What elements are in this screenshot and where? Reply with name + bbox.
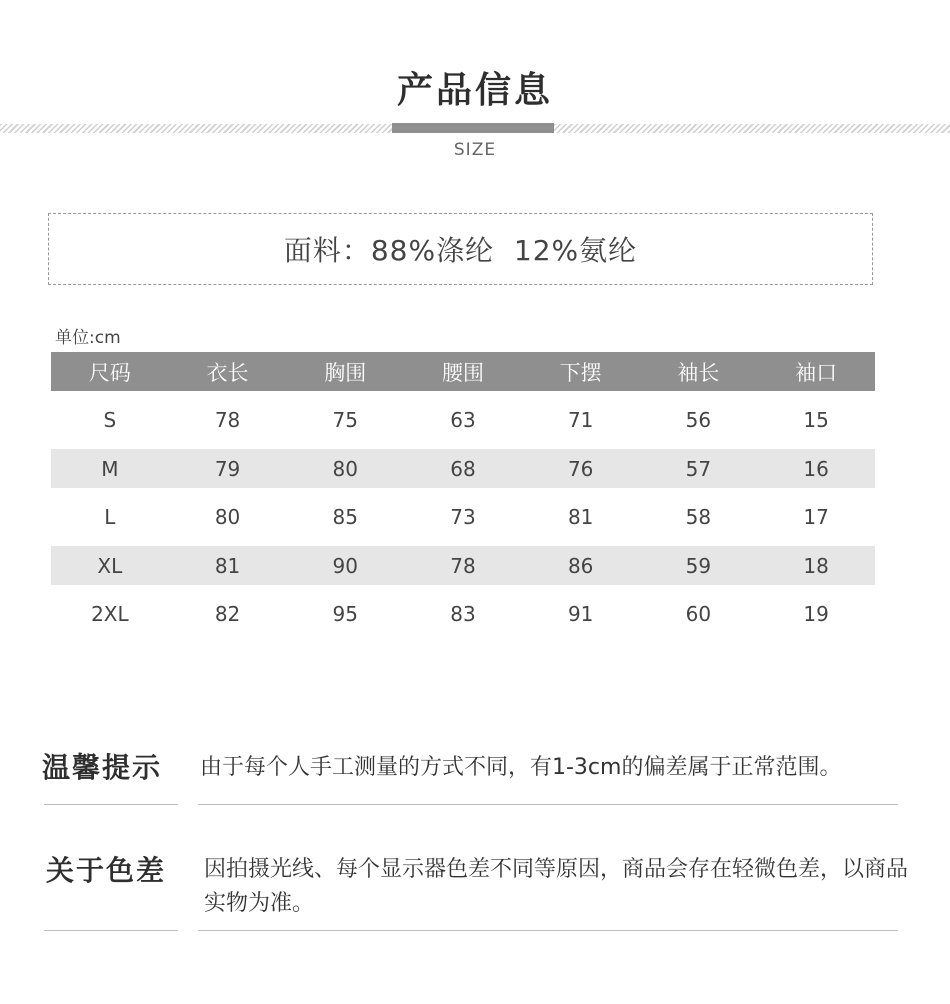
header-size: 尺码 xyxy=(51,352,169,391)
table-cell: 58 xyxy=(685,505,712,529)
fabric-box xyxy=(48,213,873,285)
header-length: 衣长 xyxy=(169,352,287,391)
table-cell: 15 xyxy=(803,408,829,432)
table-row xyxy=(51,391,875,449)
table-cell: 91 xyxy=(567,602,594,626)
color-label: 关于色差 xyxy=(46,854,167,887)
table-cell: 18 xyxy=(757,546,875,585)
color-text-rule xyxy=(198,930,898,931)
page-subtitle: SIZE xyxy=(453,140,497,160)
header-sleeve-length: 袖长 xyxy=(640,352,758,391)
tip-label: 温馨提示 xyxy=(42,751,163,784)
table-cell: 80 xyxy=(286,449,404,488)
table-cell: 78 xyxy=(404,546,522,585)
table-cell: 59 xyxy=(640,546,758,585)
title-stripe-left xyxy=(0,124,392,133)
header-waist: 腰围 xyxy=(404,352,522,391)
table-cell: 75 xyxy=(332,408,358,432)
table-row xyxy=(51,585,875,643)
table-cell: 56 xyxy=(685,408,712,432)
table-cell: 73 xyxy=(450,505,476,529)
table-cell: 63 xyxy=(450,408,476,432)
table-cell: 82 xyxy=(214,602,241,626)
table-cell: 90 xyxy=(286,546,404,585)
header-chest: 胸围 xyxy=(286,352,404,391)
table-cell: 78 xyxy=(214,408,241,432)
table-cell: 81 xyxy=(567,505,594,529)
table-cell: 60 xyxy=(685,602,712,626)
table-header-row xyxy=(51,352,875,391)
table-cell: 68 xyxy=(404,449,522,488)
page-title: 产品信息 xyxy=(396,70,553,111)
table-cell: 80 xyxy=(214,505,241,529)
title-accent-bar xyxy=(392,123,554,133)
table-cell: 2XL xyxy=(91,602,129,626)
header-cuff: 袖口 xyxy=(757,352,875,391)
table-cell: 95 xyxy=(332,602,358,626)
fabric-text: 面料：88%涤纶 12%氨纶 xyxy=(283,234,638,267)
tip-text: 由于每个人手工测量的方式不同，有1-3cm的偏差属于正常范围。 xyxy=(200,755,842,780)
table-cell: 16 xyxy=(757,449,875,488)
color-label-rule xyxy=(44,930,178,931)
tip-label-rule xyxy=(44,804,178,805)
size-table xyxy=(51,352,875,643)
table-cell: 57 xyxy=(640,449,758,488)
table-cell: 86 xyxy=(522,546,640,585)
table-cell: S xyxy=(103,408,117,432)
title-stripe-right xyxy=(554,124,950,133)
table-cell: 79 xyxy=(169,449,287,488)
table-cell: 19 xyxy=(803,602,829,626)
table-cell: M xyxy=(51,449,169,488)
table-cell: 85 xyxy=(332,505,358,529)
table-row xyxy=(51,449,875,488)
tip-text-rule xyxy=(198,804,898,805)
table-cell: XL xyxy=(51,546,169,585)
table-cell: 71 xyxy=(567,408,594,432)
table-cell: 83 xyxy=(450,602,476,626)
table-row xyxy=(51,546,875,585)
unit-label: 单位:cm xyxy=(55,328,121,348)
color-text: 因拍摄光线、每个显示器色差不同等原因，商品会存在轻微色差，以商品实物为准。 xyxy=(204,857,909,916)
table-cell: 17 xyxy=(803,505,829,529)
table-row xyxy=(51,488,875,546)
table-cell: 81 xyxy=(169,546,287,585)
table-cell: 76 xyxy=(522,449,640,488)
table-cell: L xyxy=(104,505,116,529)
header-hem: 下摆 xyxy=(522,352,640,391)
